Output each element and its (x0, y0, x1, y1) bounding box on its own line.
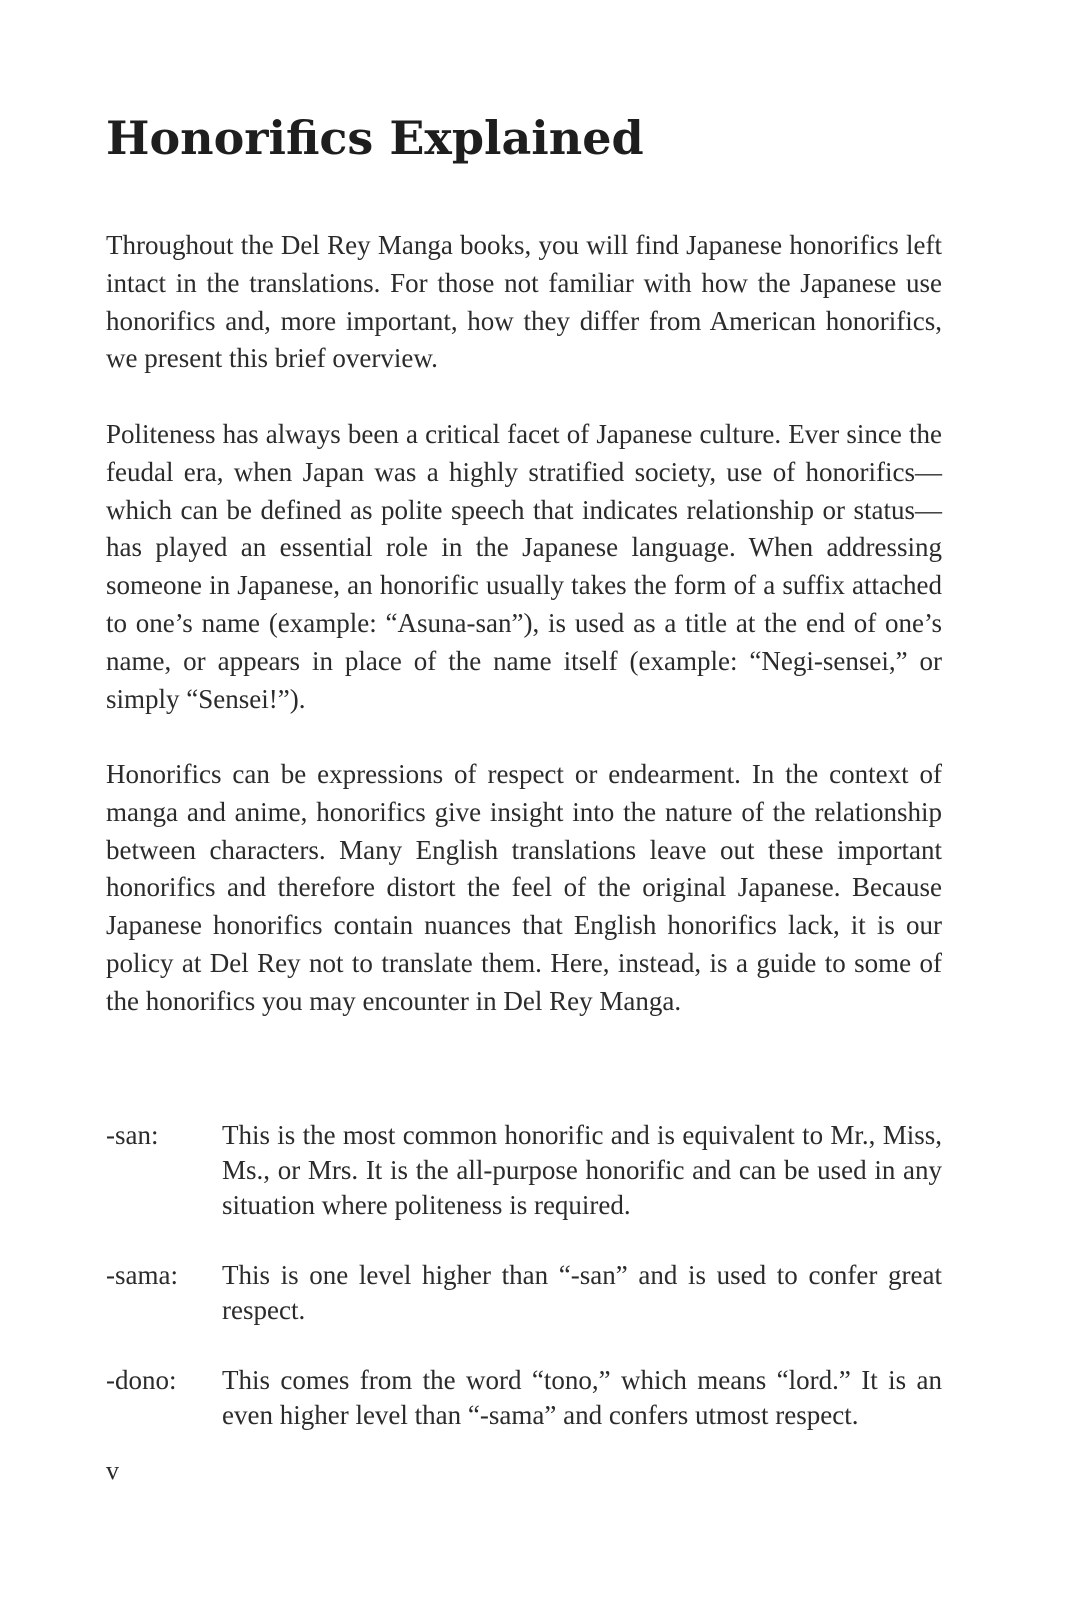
paragraph-politeness: Politeness has always been a critical facet of Japanese culture. Ever since the feudal era, when Japan was a highly stratified society, use of honorifics—which can be defined as polite speech that indicates relationship or status—has played an essential role in the Japanese language. When addressing someone in Japanese, an honorific usually takes the form of a suffix attached to one’s name (example: “Asuna-san”), is used as a title at the end of one’s name, or appears in place of the name itself (example: “Negi-sensei,” or simply “Sensei!”). (106, 419, 942, 714)
definition-term: -dono: (106, 1365, 177, 1395)
definition-row-sama (106, 1258, 942, 1328)
definition-text: This is the most common honorific and is equivalent to Mr., Miss, Ms., or Mrs. It is the all-purpose honorific and can be used in any situation where politeness is required. (222, 1120, 942, 1220)
paragraph-expressions: Honorifics can be expressions of respect or endearment. In the context of manga and anime, honorifics give insight into the nature of the relationship between characters. Many English translations leave out these important honorifics and therefore distort the feel of the original Japanese. Because Japanese honorifics contain nuances that English honorifics lack, it is our policy at Del Rey not to translate them. Here, instead, is a guide to some of the honorifics you may encounter in Del Rey Manga. (106, 759, 942, 1016)
definition-term: -sama: (106, 1260, 178, 1290)
paragraph-intro: Throughout the Del Rey Manga books, you will find Japanese honorifics left intact in the translations. For those not familiar with how the Japanese use honorifics and, more important, how they differ from American honorifics, we present this brief overview. (106, 230, 942, 374)
definition-text: This comes from the word “tono,” which means “lord.” It is an even higher level than “-sama” and confers utmost respect. (222, 1365, 942, 1430)
definition-term: -san: (106, 1120, 159, 1150)
page-title: Honorifics Explained (106, 111, 644, 165)
honorific-definitions-list (106, 1118, 942, 1433)
definition-row-san (106, 1118, 942, 1223)
page-number: v (106, 1456, 119, 1485)
definition-text: This is one level higher than “-san” and is used to confer great respect. (222, 1260, 942, 1325)
definition-row-dono (106, 1363, 942, 1433)
